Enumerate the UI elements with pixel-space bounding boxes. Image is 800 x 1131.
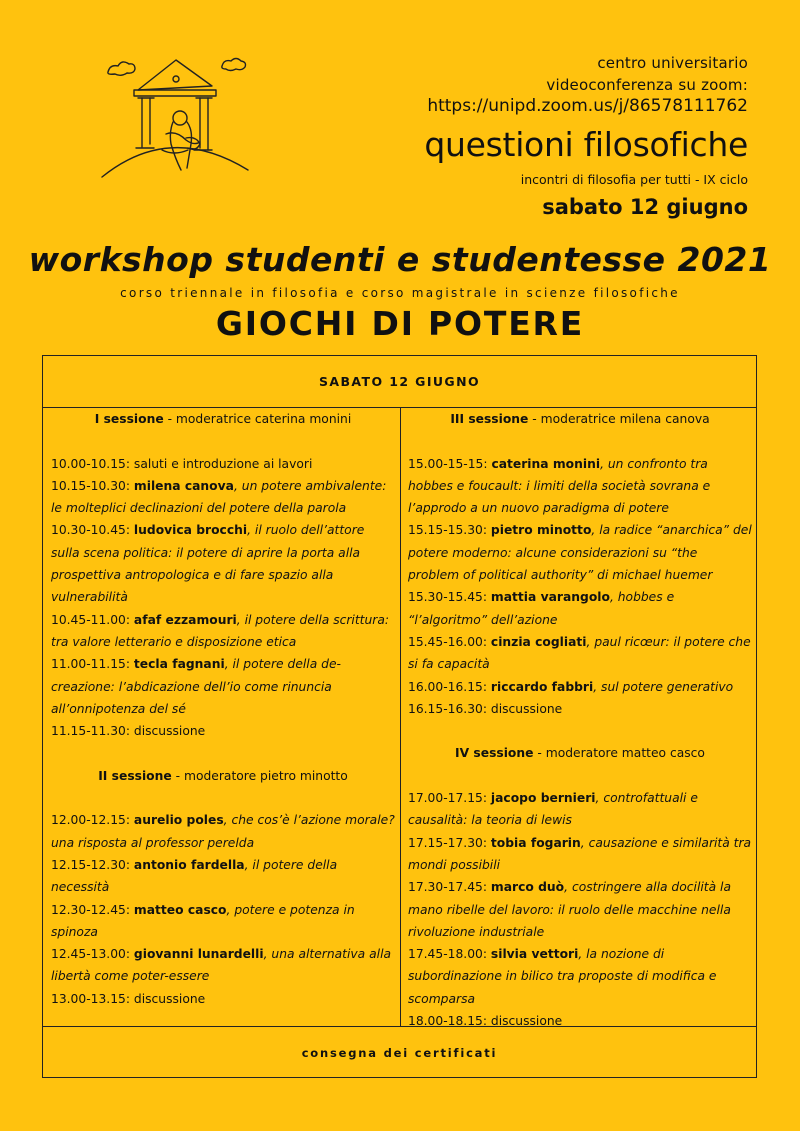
- workshop-main-title: GIOCHI DI POTERE: [215, 304, 585, 343]
- program-entry: [51, 988, 395, 1010]
- session-moderator: - moderatrice caterina monini: [163, 412, 352, 426]
- entry-time: 16.00-16.15:: [408, 679, 487, 694]
- entry-text: discussione: [130, 724, 206, 739]
- entry-time: 10.30-10.45:: [51, 523, 130, 538]
- entry-time: 15.30-15.45:: [408, 590, 487, 605]
- entry-speaker: giovanni lunardelli: [133, 947, 264, 962]
- entry-text: discussione: [487, 701, 563, 716]
- session-name: II sessione: [98, 768, 172, 783]
- entry-speaker: marco duò: [490, 880, 565, 895]
- entry-time: 18.00-18.15:: [408, 1014, 487, 1029]
- session-moderator: - moderatore pietro minotto: [171, 768, 348, 783]
- entry-time: 17.45-18.00:: [408, 947, 487, 962]
- entry-text: , causazione e similarità tra mondi possibili: [408, 835, 752, 872]
- entry-speaker: caterina monini: [491, 456, 601, 471]
- program-entry: [408, 586, 752, 631]
- program-entry: [408, 943, 752, 1010]
- entry-time: 17.00-17.15:: [408, 791, 487, 806]
- program-entry: [408, 519, 752, 586]
- program-entry: [408, 453, 752, 520]
- entry-text: , il potere della scrittura: tra valore letterario e disposizione etica: [51, 612, 390, 649]
- entry-text: , il potere della de-creazione: l’abdicazione dell’io come rinuncia all’onnipotenza del sé: [51, 657, 341, 716]
- column-divider: [400, 407, 401, 1026]
- right-column: [408, 408, 752, 1032]
- entry-time: 12.15-12.30:: [51, 857, 130, 872]
- entry-text: , la radice “anarchica” del potere moderno: alcune considerazioni su “the problem of political authority” di michael huemer: [408, 523, 752, 583]
- program-entry: [51, 453, 395, 475]
- entry-time: 15.45-16.00:: [408, 634, 487, 649]
- program-entry: [408, 631, 752, 676]
- program-footer: consegna dei certificati: [43, 1026, 756, 1078]
- entry-time: 17.30-17.45:: [408, 880, 487, 895]
- session-moderator: - moderatore matteo casco: [533, 746, 705, 761]
- entry-time: 13.00-13.15:: [51, 991, 130, 1006]
- entry-time: 17.15-17.30:: [408, 835, 487, 850]
- program-day: SABATO 12 GIUGNO: [43, 356, 756, 408]
- entry-speaker: aurelio poles: [133, 813, 224, 828]
- program-entry: [51, 519, 395, 608]
- entry-speaker: pietro minotto: [490, 523, 592, 538]
- header-zoom-label: videoconferenza su zoom:: [546, 76, 748, 94]
- entry-speaker: cinzia cogliati: [490, 634, 587, 649]
- entry-speaker: ludovica brocchi: [133, 523, 248, 538]
- entry-text: , un confronto tra hobbes e foucault: i limiti della società sovrana e l’approdo a un nuovo paradigma di potere: [408, 456, 711, 516]
- header-centro: centro universitario: [597, 54, 748, 72]
- entry-time: 11.00-11.15:: [51, 657, 130, 672]
- entry-time: 16.15-16.30:: [408, 701, 487, 716]
- entry-text: discussione: [130, 991, 206, 1006]
- entry-speaker: afaf ezzamouri: [133, 612, 237, 627]
- session-heading: [51, 765, 395, 787]
- workshop-subtitle: corso triennale in filosofia e corso magistrale in scienze filosofiche: [120, 286, 680, 300]
- program-entry: [51, 475, 395, 520]
- entry-text: , una alternativa alla libertà come poter-essere: [51, 947, 392, 984]
- program-entry: [51, 653, 395, 720]
- program-entry: [51, 809, 395, 854]
- series-title: questioni filosofiche: [424, 125, 748, 164]
- entry-text: , che cos’è l’azione morale? una risposta al professor perelda: [51, 813, 395, 850]
- entry-speaker: riccardo fabbri: [490, 679, 594, 694]
- session-heading: [408, 742, 752, 764]
- entry-speaker: mattia varangolo: [490, 590, 610, 605]
- session-moderator: - moderatrice milena canova: [528, 412, 710, 426]
- entry-text: , la nozione di subordinazione in bilico tra proposte di modifica e scomparsa: [408, 947, 717, 1006]
- event-date: sabato 12 giugno: [542, 195, 748, 219]
- session-heading: [51, 408, 395, 430]
- entry-speaker: tecla fagnani: [133, 657, 225, 672]
- program-entry: [51, 720, 395, 742]
- entry-text: , potere e potenza in spinoza: [51, 902, 355, 939]
- entry-time: 12.45-13.00:: [51, 947, 130, 962]
- program-entry: [408, 698, 752, 720]
- entry-text: , paul ricœur: il potere che si fa capacità: [408, 634, 751, 672]
- entry-text: saluti e introduzione ai lavori: [130, 456, 313, 471]
- temple-logo: [100, 52, 250, 182]
- series-subtitle: incontri di filosofia per tutti - IX ciclo: [520, 172, 748, 187]
- entry-speaker: tobia fogarin: [490, 835, 581, 850]
- program-table: [42, 355, 757, 1078]
- entry-time: 12.30-12.45:: [51, 902, 130, 917]
- entry-text: , controfattuali e causalità: la teoria di lewis: [408, 791, 698, 828]
- entry-text: , hobbes e “l’algoritmo” dell’azione: [408, 590, 675, 627]
- entry-time: 10.15-10.30:: [51, 478, 130, 493]
- program-entry: [51, 899, 395, 944]
- program-entry: [408, 876, 752, 943]
- entry-text: , il ruolo dell’attore sulla scena politica: il potere di aprire la porta alla prospettiva antropologica e di fare spazio alla vulnerabilità: [51, 523, 365, 605]
- program-entry: [51, 943, 395, 988]
- entry-time: 12.00-12.15:: [51, 813, 130, 828]
- entry-time: 10.45-11.00:: [51, 612, 130, 627]
- entry-speaker: antonio fardella: [133, 857, 245, 872]
- program-entry: [51, 609, 395, 654]
- entry-text: , costringere alla docilità la mano ribelle del lavoro: il ruolo delle macchine nella rivoluzione industriale: [408, 880, 731, 939]
- session-name: IV sessione: [455, 746, 534, 761]
- entry-text: , sul potere generativo: [593, 679, 734, 694]
- entry-text: , un potere ambivalente: le molteplici declinazioni del potere della parola: [51, 478, 387, 516]
- entry-speaker: silvia vettori: [490, 947, 579, 962]
- program-entry: [408, 676, 752, 698]
- session-name: III sessione: [450, 412, 529, 426]
- entry-time: 15.00-15-15:: [408, 456, 488, 471]
- session-heading: [408, 408, 752, 430]
- entry-time: 15.15-15.30:: [408, 523, 487, 538]
- entry-time: 10.00-10.15:: [51, 456, 130, 471]
- workshop-title: workshop studenti e studentesse 2021: [28, 240, 772, 279]
- program-entry: [408, 832, 752, 877]
- zoom-link[interactable]: https://unipd.zoom.us/j/86578111762: [427, 96, 748, 116]
- entry-text: , il potere della necessità: [51, 857, 338, 895]
- entry-speaker: matteo casco: [133, 902, 227, 917]
- session-name: I sessione: [94, 412, 164, 426]
- program-entry: [408, 787, 752, 832]
- program-entry: [51, 854, 395, 899]
- left-column: [51, 408, 395, 1010]
- entry-time: 11.15-11.30:: [51, 724, 130, 739]
- entry-speaker: jacopo bernieri: [490, 791, 596, 806]
- entry-text: discussione: [487, 1014, 563, 1029]
- entry-speaker: milena canova: [133, 478, 234, 493]
